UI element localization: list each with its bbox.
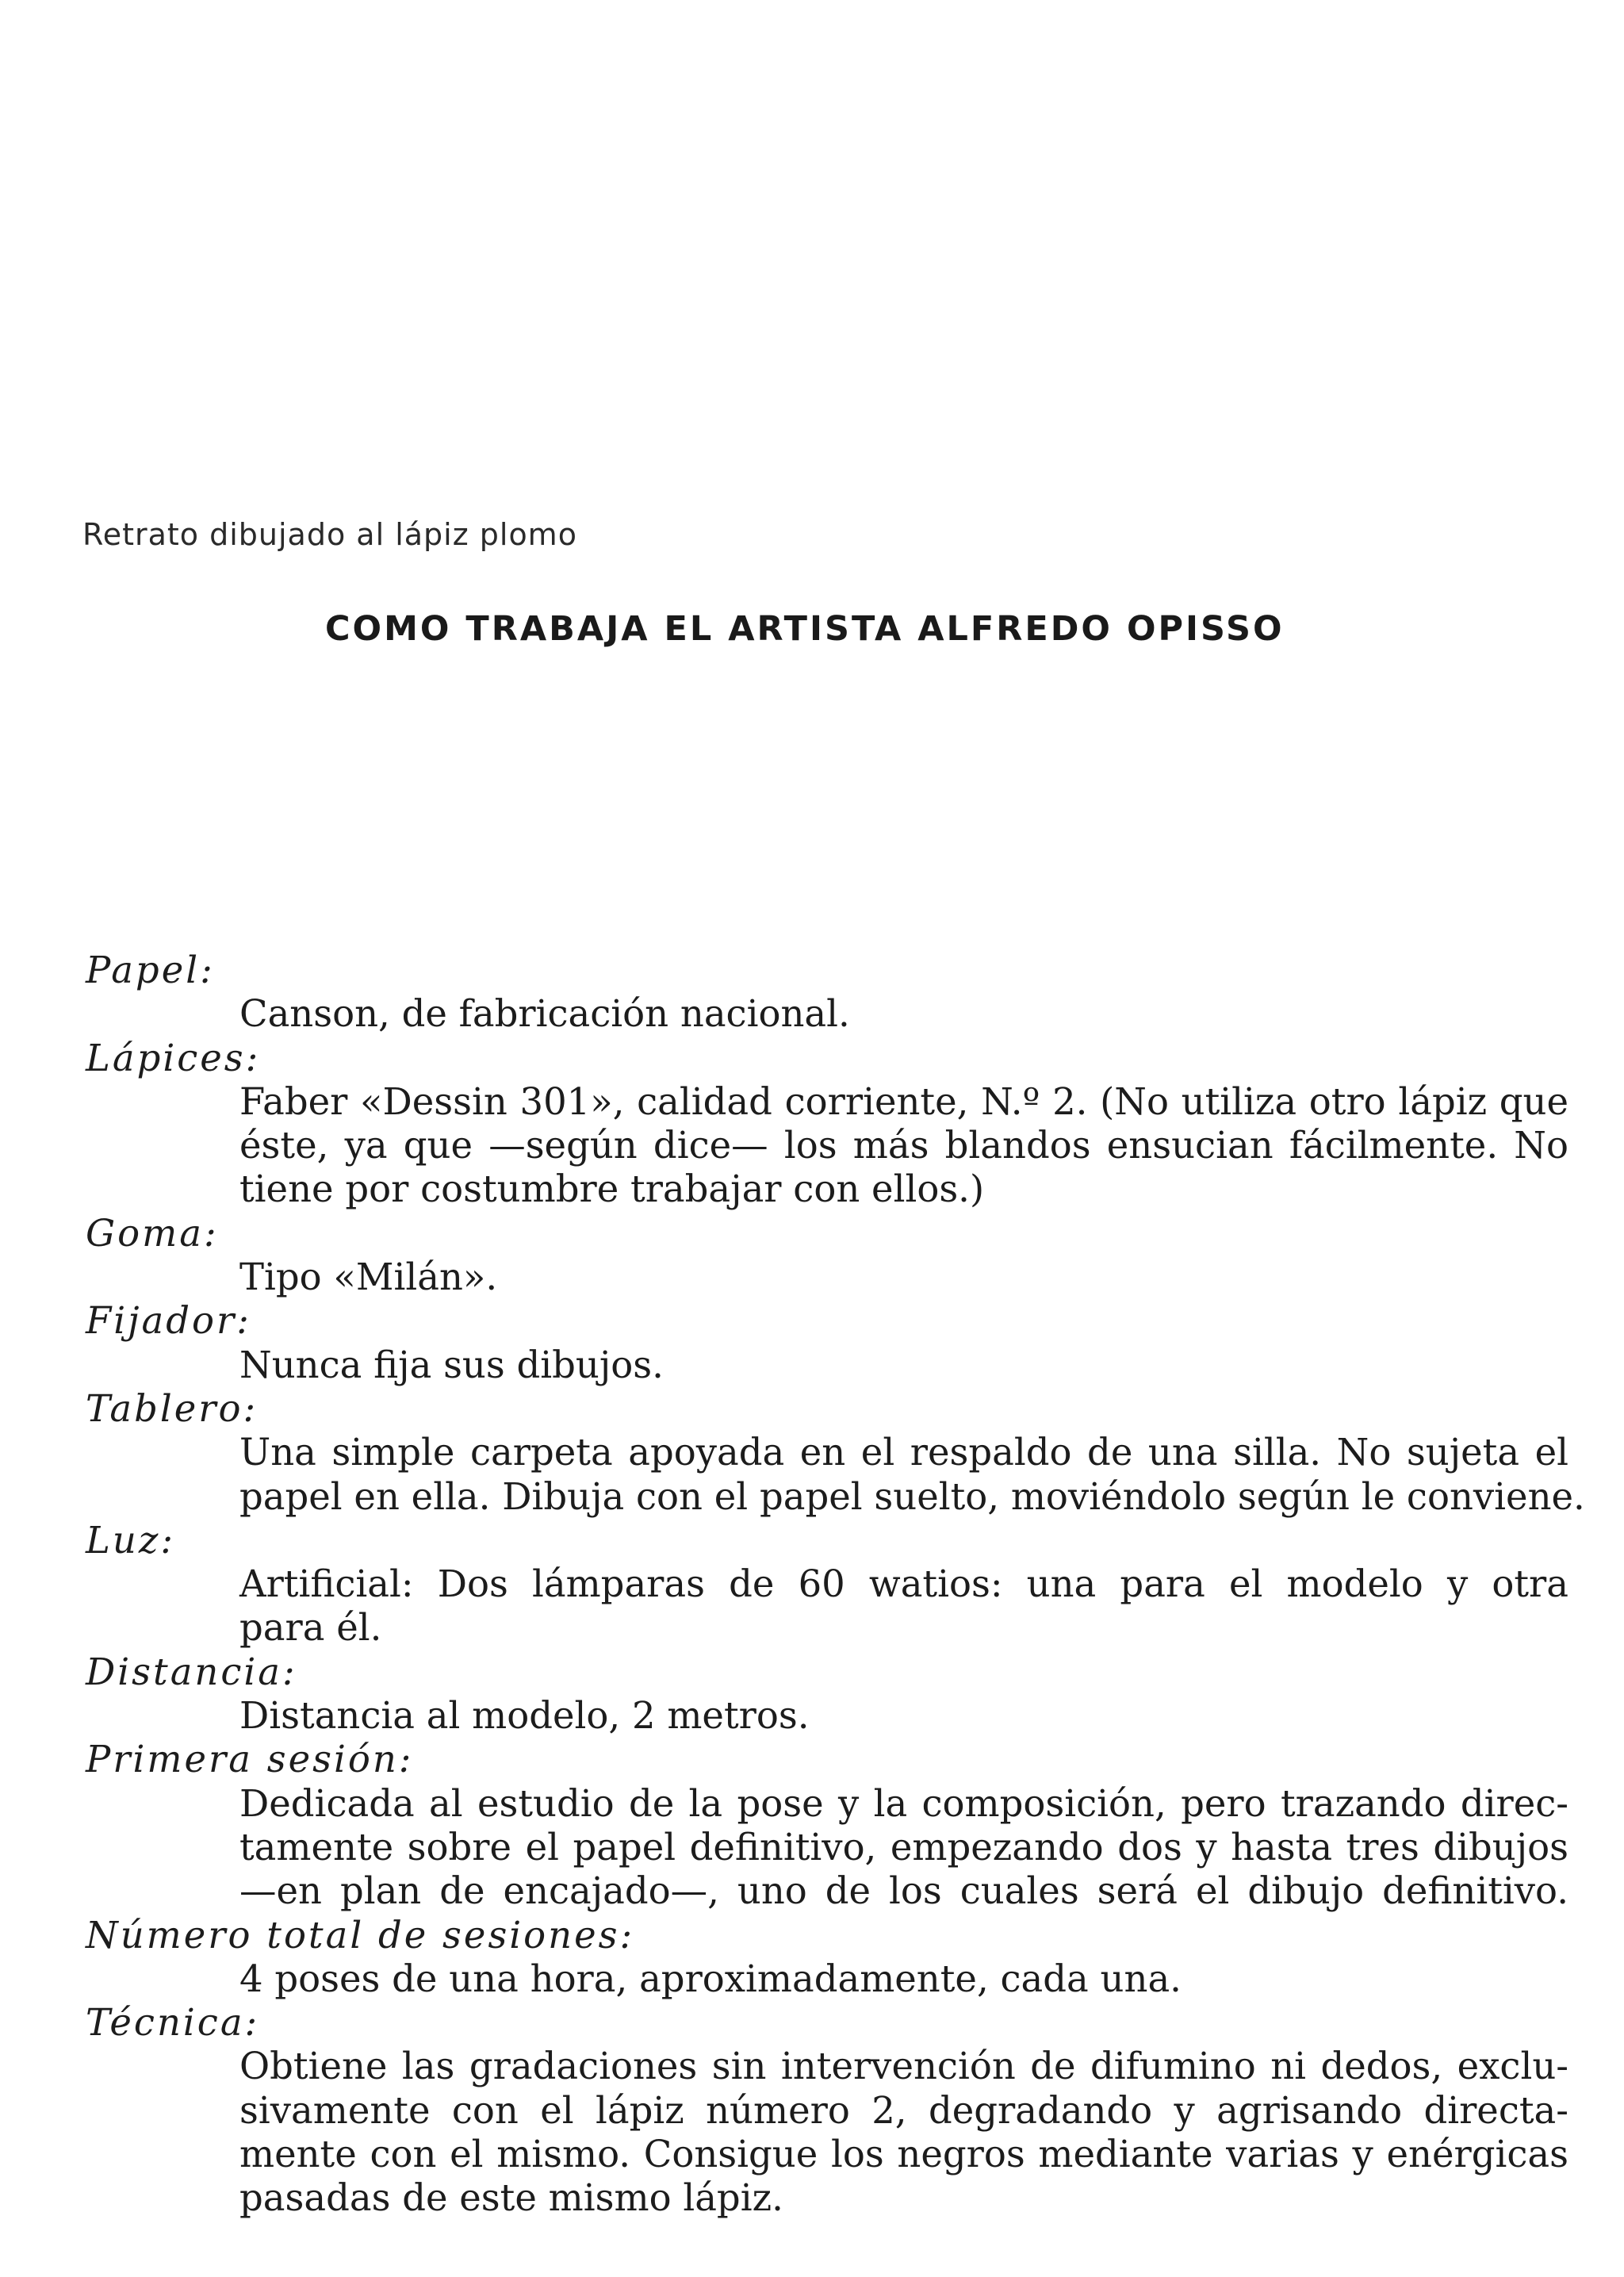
section-label-fijador: Fijador:	[86, 1299, 251, 1343]
section-text-tablero-line-2: papel en ella. Dibuja con el papel suelto, moviéndolo según le conviene.	[239, 1474, 1585, 1518]
section-text-luz-line-2: para él.	[239, 1606, 382, 1650]
section-label-lapices: Lápices:	[86, 1036, 261, 1079]
section-text-tecnica-line-1: Obtiene las gradaciones sin intervención de difumino ni dedos, exclu-	[239, 2045, 1568, 2088]
section-label-tecnica: Técnica:	[86, 2001, 260, 2045]
section-label-numero-sesiones: Número total de sesiones:	[86, 1913, 635, 1957]
section-text-distancia-line-1: Distancia al modelo, 2 metros.	[239, 1694, 810, 1738]
materials-list	[0, 949, 1624, 2221]
section-text-lapices-line-1: Faber «Dessin 301», calidad corriente, N.º 2. (No utiliza otro lápiz que	[239, 1079, 1568, 1123]
section-text-fijador-line-1: Nunca fija sus dibujos.	[239, 1343, 664, 1386]
section-text-primera-sesion-line-3: —en plan de encajado—, uno de los cuales será el dibujo definitivo.	[239, 1869, 1568, 1913]
figure-caption: Retrato dibujado al lápiz plomo	[82, 517, 577, 552]
section-text-lapices-line-3: tiene por costumbre trabajar con ellos.)	[239, 1167, 985, 1211]
section-label-distancia: Distancia:	[86, 1650, 297, 1693]
section-label-goma: Goma:	[86, 1211, 219, 1255]
section-text-tablero-line-1: Una simple carpeta apoyada en el respaldo de una silla. No sujeta el	[239, 1431, 1568, 1474]
section-text-goma-line-1: Tipo «Milán».	[239, 1255, 498, 1299]
section-text-tecnica-line-4: pasadas de este mismo lápiz.	[239, 2176, 783, 2220]
section-text-lapices-line-2: éste, ya que —según dice— los más blandos ensucian fácilmente. No	[239, 1124, 1568, 1167]
section-text-primera-sesion-line-2: tamente sobre el papel definitivo, empezando dos y hasta tres dibujos	[239, 1825, 1568, 1869]
section-label-primera-sesion: Primera sesión:	[86, 1738, 414, 1781]
section-text-papel-line-1: Canson, de fabricación nacional.	[239, 992, 850, 1036]
section-label-tablero: Tablero:	[86, 1386, 259, 1430]
section-text-numero-sesiones-line-1: 4 poses de una hora, aproximadamente, cada una.	[239, 1957, 1182, 2000]
section-label-luz: Luz:	[86, 1518, 175, 1562]
section-label-papel: Papel:	[86, 949, 215, 991]
page-title: COMO TRABAJA EL ARTISTA ALFREDO OPISSO	[325, 609, 1285, 649]
section-text-primera-sesion-line-1: Dedicada al estudio de la pose y la composición, pero trazando direc-	[239, 1781, 1568, 1825]
section-text-tecnica-line-3: mente con el mismo. Consigue los negros mediante varias y enérgicas	[239, 2133, 1568, 2176]
section-text-tecnica-line-2: sivamente con el lápiz número 2, degradando y agrisando directa-	[239, 2088, 1568, 2132]
section-text-luz-line-1: Artificial: Dos lámparas de 60 watios: una para el modelo y otra	[239, 1562, 1568, 1606]
